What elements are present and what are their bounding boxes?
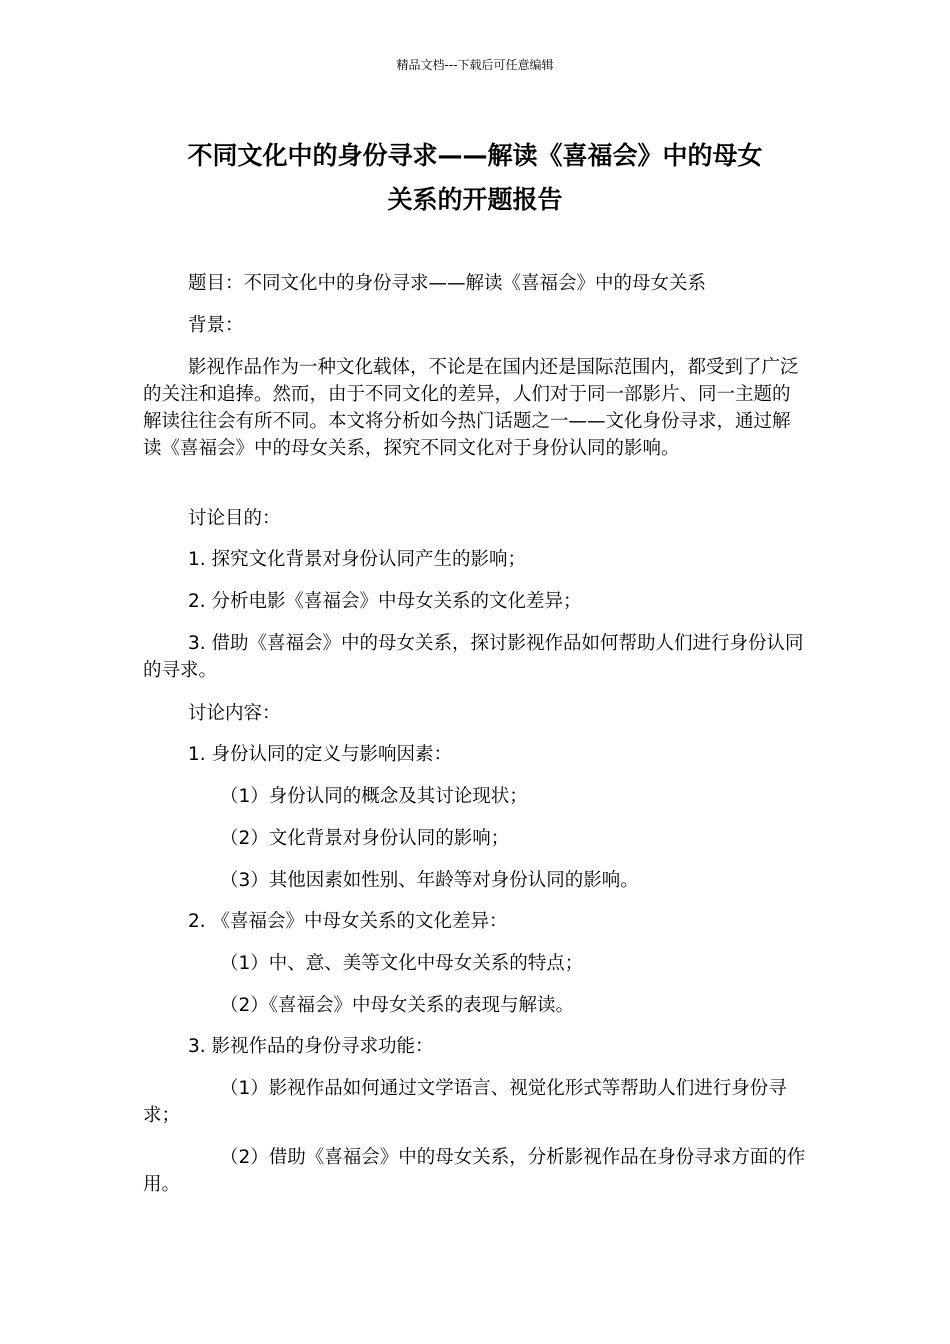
section-heading-3: 3. 影视作品的身份寻求功能：	[188, 1036, 434, 1057]
document-title	[140, 134, 810, 222]
section-2-item-2: （2）《喜福会》中母女关系的表现与解读。	[220, 995, 575, 1016]
section-heading-1: 1. 身份认同的定义与影响因素：	[188, 744, 453, 765]
purpose-item-3: 3. 借助《喜福会》中的母女关系，探讨影视作品如何帮助人们进行身份认同的寻求。	[143, 633, 804, 681]
content-label: 讨论内容：	[188, 703, 281, 724]
title-line-2: 关系的开题报告	[387, 185, 563, 214]
section-1-item-1: （1）身份认同的概念及其讨论现状；	[220, 786, 528, 807]
section-heading-2: 2. 《喜福会》中母女关系的文化差异：	[188, 911, 508, 932]
section-1-item-3: （3）其他因素如性别、年龄等对身份认同的影响。	[220, 870, 639, 891]
topic-line: 题目：不同文化中的身份寻求——解读《喜福会》中的母女关系	[188, 273, 707, 294]
background-paragraph: 影视作品作为一种文化载体，不论是在国内还是国际范围内，都受到了广泛的关注和追捧。然而，由于不同文化的差异，人们对于同一部影片、同一主题的解读往往会有所不同。本文将分析如今热门话题之一——文化身份寻求，通过解读《喜福会》中的母女关系，探究不同文化对于身份认同的影响。	[143, 357, 799, 459]
section-3-item-2: （2）借助《喜福会》中的母女关系，分析影视作品在身份寻求方面的作用。	[143, 1147, 806, 1195]
purpose-item-1: 1. 探究文化背景对身份认同产生的影响；	[188, 549, 527, 570]
section-3-item-1: （1）影视作品如何通过文学语言、视觉化形式等帮助人们进行身份寻求；	[143, 1078, 787, 1126]
purpose-item-2: 2. 分析电影《喜福会》中母女关系的文化差异；	[188, 591, 582, 612]
purpose-label: 讨论目的：	[188, 508, 281, 529]
title-line-1: 不同文化中的身份寻求——解读《喜福会》中的母女	[187, 141, 763, 170]
section-1-item-2: （2）文化背景对身份认同的影响；	[220, 828, 510, 849]
page-header-watermark: 精品文档---下载后可任意编辑	[396, 58, 554, 72]
section-2-item-1: （1）中、意、美等文化中母女关系的特点；	[220, 953, 584, 974]
background-label: 背景：	[188, 315, 244, 336]
